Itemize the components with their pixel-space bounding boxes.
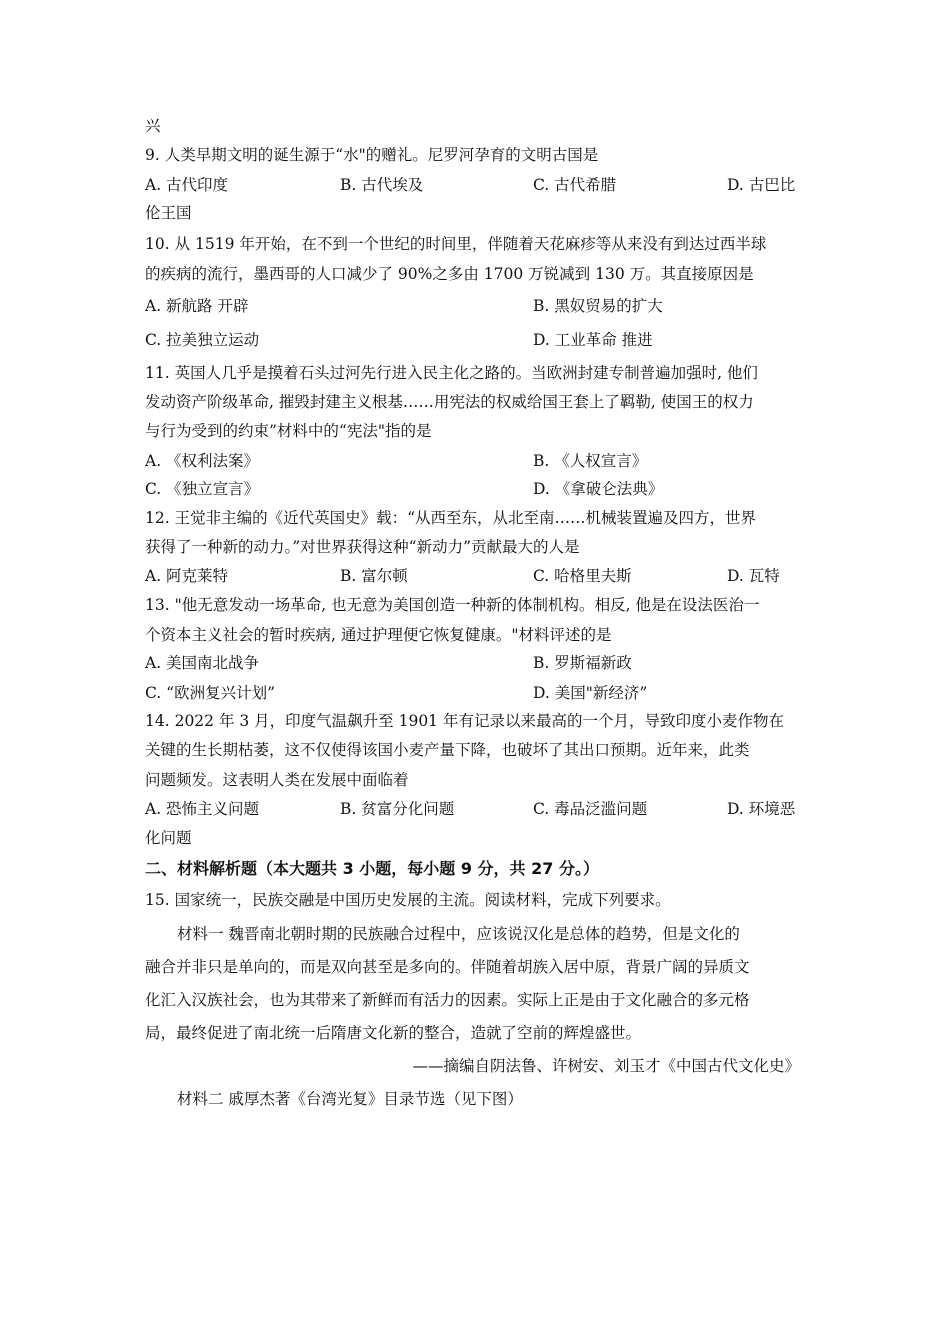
- question-12-line-2: 获得了一种新的动力。”对世界获得这种“新动力”贡献最大的人是: [145, 538, 580, 556]
- q9-option-b: B. 古代埃及: [340, 176, 424, 194]
- question-10-line-1: 10. 从 1519 年开始，在不到一个世纪的时间里，伴随着天花麻疹等从来没有到达过西半球: [145, 235, 767, 253]
- q13-option-a: A. 美国南北战争: [145, 654, 260, 672]
- material-1-line-1: 材料一 魏晋南北朝时期的民族融合过程中，应该说汉化是总体的趋势，但是文化的: [177, 925, 740, 943]
- material-1-source: ——摘编自阴法鲁、许树安、刘玉才《中国古代文化史》: [412, 1057, 800, 1075]
- q9-option-d: D. 古巴比: [727, 176, 796, 194]
- q13-option-d: D. 美国"新经济”: [533, 684, 648, 702]
- q11-option-c: C. 《独立宣言》: [145, 480, 260, 498]
- question-12-line-1: 12. 王觉非主编的《近代英国史》载：“从西至东，从北至南……机械装置遍及四方，世界: [145, 509, 757, 527]
- question-13-line-2: 个资本主义社会的暂时疾病, 通过护理便它恢复健康。"材料评述的是: [145, 626, 612, 644]
- question-11-line-3: 与行为受到的约束”材料中的“宪法"指的是: [145, 422, 432, 440]
- q9-option-a: A. 古代印度: [145, 176, 229, 194]
- material-1-line-4: 局，最终促进了南北统一后隋唐文化新的整合，造就了空前的辉煌盛世。: [145, 1024, 642, 1042]
- question-11-line-1: 11. 英国人几乎是摸着石头过河先行进入民主化之路的。当欧洲封建专制普遍加强时, 他们: [145, 364, 758, 382]
- q10-option-b: B. 黑奴贸易的扩大: [533, 297, 663, 315]
- previous-answer-tail: 兴: [145, 117, 161, 135]
- q14-option-b: B. 贫富分化问题: [340, 800, 455, 818]
- question-14-line-3: 问题频发。这表明人类在发展中面临着: [145, 771, 409, 789]
- q11-option-a: A. 《权利法案》: [145, 452, 260, 470]
- q10-option-a: A. 新航路 开辟: [145, 297, 249, 315]
- q13-option-c: C. “欧洲复兴计划”: [145, 684, 276, 702]
- q14-option-d: D. 环境恶: [727, 800, 796, 818]
- question-13-line-1: 13. "他无意发动一场革命, 也无意为美国创造一种新的体制机构。相反, 他是在设法医治一: [145, 596, 760, 614]
- q9-option-d-continued: 伦王国: [145, 204, 192, 222]
- q14-option-a: A. 恐怖主义问题: [145, 800, 260, 818]
- q12-option-c: C. 哈格里夫斯: [533, 567, 632, 585]
- question-10-line-2: 的疾病的流行，墨西哥的人口减少了 90%之多由 1700 万锐减到 130 万。其直接原因是: [145, 265, 754, 283]
- q11-option-b: B. 《人权宣言》: [533, 452, 648, 470]
- q12-option-b: B. 富尔顿: [340, 567, 408, 585]
- q12-option-a: A. 阿克莱特: [145, 567, 229, 585]
- q11-option-d: D. 《拿破仑法典》: [533, 480, 664, 498]
- material-2-caption: 材料二 戚厚杰著《台湾光复》目录节选（见下图）: [177, 1090, 523, 1108]
- question-15: 15. 国家统一，民族交融是中国历史发展的主流。阅读材料，完成下列要求。: [145, 891, 671, 909]
- material-1-line-3: 化汇入汉族社会，也为其带来了新鲜而有活力的因素。实际上正是由于文化融合的多元格: [145, 991, 750, 1009]
- q14-option-d-continued: 化问题: [145, 829, 192, 847]
- material-1-line-2: 融合并非只是单向的，而是双向甚至是多向的。伴随着胡族入居中原，背景广阔的异质文: [145, 958, 750, 976]
- q12-option-d: D. 瓦特: [727, 567, 780, 585]
- question-14-line-2: 关键的生长期枯萎，这不仅使得该国小麦产量下降，也破坏了其出口预期。近年来，此类: [145, 741, 750, 759]
- q13-option-b: B. 罗斯福新政: [533, 654, 632, 672]
- section-2-heading: 二、材料解析题（本大题共 3 小题，每小题 9 分，共 27 分。）: [145, 859, 599, 878]
- q9-option-c: C. 古代希腊: [533, 176, 617, 194]
- question-11-line-2: 发动资产阶级革命, 摧毁封建主义根基……用宪法的权威给国王套上了羁勒, 使国王的权力: [145, 393, 754, 411]
- q10-option-d: D. 工业革命 推进: [533, 331, 653, 349]
- q14-option-c: C. 毒品泛滥问题: [533, 800, 648, 818]
- q10-option-c: C. 拉美独立运动: [145, 331, 260, 349]
- question-14-line-1: 14. 2022 年 3 月，印度气温飙升至 1901 年有记录以来最高的一个月，导致印度小麦作物在: [145, 712, 784, 730]
- question-9: 9. 人类早期文明的诞生源于“水"的赠礼。尼罗河孕育的文明古国是: [145, 146, 599, 164]
